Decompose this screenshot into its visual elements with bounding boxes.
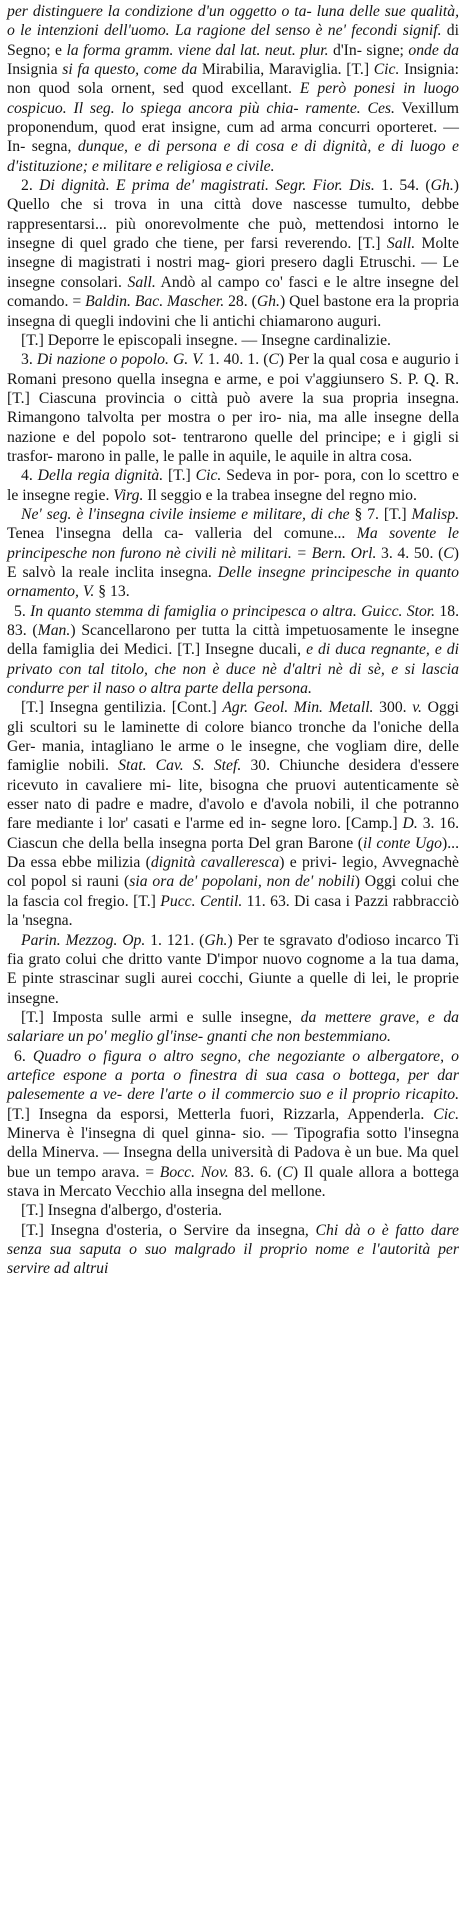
text-run: 18. 83. ( [7,602,460,639]
text-run: Sedeva in por- pora, con lo scettro e le insegne regie. [7,467,459,504]
italic-text-run: E però ponesi in luogo cospicuo. Il seg. lo spiega ancora più chia- ramente. Ces. [7,80,460,117]
text-run: Insignia [7,61,63,79]
text-run: ) Per te sgravato d'odioso incarco Ti fia grato colui che dritto vante D'impor nuovo cognome a la tua dama, E pinte strascinar sugli aurei cocchi, Giunte a quelle di lei, le proprie insegne. [7,931,459,1007]
italic-text-run: Sall. [386,235,416,253]
italic-text-run: da mettere grave, e da salariare un po' meglio gl'inse- gnanti che non bestemmiano. [7,1008,460,1046]
italic-text-run: Ma sovente le principesche non furono nè civili nè militari. = Bern. Orl. [7,525,459,562]
italic-text-run: Chi dà o è fatto dare senza sua saputa o suo malgrado il proprio nome e l'autorità per servire ad altrui [7,1221,459,1278]
italic-text-run: Stat. Cav. S. Stef. [118,757,242,775]
italic-text-run: Delle insegne principesche in quanto ornamento, V. [7,563,459,601]
italic-text-run: onde da [408,41,459,59]
text-run: § 7. [T.] [349,505,412,523]
text-run: di Segno; e [7,22,460,59]
text-run: 1. 54. ( [374,177,431,195]
italic-text-run: Di nazione o popolo. G. V. [36,351,204,369]
italic-text-run: Della regia dignità. [37,467,164,485]
text-run: Teneа l'insegna della ca- valleria del comune... [7,525,357,543]
italic-text-run: Baldin. Bac. Mascher. [85,293,225,311]
italic-text-run: In quanto stemma di famiglia o principesca o altra. Guicc. Stor. [30,602,436,620]
italic-text-run: Man. [37,622,71,639]
text-run: [T.] Deporre le episcopali insegne. — Insegne cardinalizie. [21,331,391,349]
italic-text-run: per distinguere la condizione d'un oggetto o ta- [7,3,312,20]
italic-text-run: C [443,544,454,562]
italic-text-run: Ne' seg. è l'insegna civile insieme e militare, di che [21,505,350,523]
italic-text-run: Sall. [127,273,156,291]
text-run: 28. ( [224,293,257,311]
text-run: ) Oggi colui che la fascia col fregio. [T.] [7,873,459,910]
italic-text-run: dignità cavalleresca [150,854,280,872]
entry-paragraph-osteria [7,1221,459,1279]
text-run: Insignia: non quod sola ornent, sed quod excellant. [7,61,460,98]
text-run: Minerva è l'insegna di quel ginna- sio. — Tipografia sotto l'insegna della Minerva. — Insegna della università di Padova è un bue. Ma quel bue un tempo arava. = [7,1124,459,1181]
entry-paragraph-sense-4 [7,466,459,505]
text-run: 6. [14,1047,33,1065]
text-run: 1. 40. 1. ( [203,351,269,369]
entry-paragraph-sense-6 [7,1047,459,1202]
entry-paragraph-gentilizia [7,698,459,930]
text-run: 5. [14,602,31,620]
text-run: d'In- signe; [328,41,409,59]
italic-text-run: Agr. Geol. Min. Metall. [222,699,374,717]
text-run: ) Quel bastone era la propria insegna di quegli indovini che li antichi chiamarono auguri. [7,293,460,330]
entry-paragraph-imposta [7,1008,459,1047]
italic-text-run: C [268,351,279,369]
text-run: 83. 6. ( [228,1163,283,1181]
text-run: 11. 63. Di casa i Pazzi rabbracciò la 'nsegna. [7,892,459,930]
text-run: 3. [21,351,37,369]
text-run: 2. [21,177,40,195]
entry-paragraph-sense-5 [7,602,459,699]
italic-text-run: Gh. [430,177,454,195]
text-run: [T.] Imposta sulle armi e sulle insegne, [21,1008,301,1026]
italic-text-run: Gh. [256,293,280,311]
italic-text-run: la forma gramm. viene dal lat. neut. plur. [66,41,329,59]
italic-text-run: Pucc. Centil. [160,892,243,910]
text-run: [T.] Insegna da esporsi, Metterla fuori, Rizzarla, Appenderla. [7,1105,434,1123]
entry-paragraph-sense-3 [7,350,459,466]
italic-text-run: Parin. Mezzog. Op. [21,931,146,949]
text-run: ) Quello che si trova in una città dove nascesse tumulto, debbe rappresentarsi... più onorevolmente che può, mettendosi intorno le insegne di quel grado che tiene, per farsi reverendo. [T.] [7,177,459,253]
text-run: ) Il quale allora a bottega stava in Mercato Vecchio alla insegna del mellone. [7,1163,459,1200]
text-run: Oggi gli scultori su le laminette di colore bianco tronche da l'oniche della Ger- mania, intagliano le arme o le insegne, che vogliam dire, delle famiglie nobili. [7,699,459,775]
italic-text-run: dunque, e di persona e di cosa e di dignità, e di luogo e d'istituzione; e militare e religiosa e civile. [7,138,459,175]
text-run: ) e privi- legio, Avvegnachè col popol si rauni ( [7,854,460,891]
italic-text-run: C [282,1163,293,1181]
italic-text-run: Virg. [113,486,144,504]
italic-text-run: v. [412,699,422,717]
text-run: [T.] [163,467,196,485]
text-run: Molte insegne di magistrati i nostri mag- giori presero dagli Etruschi. — Le insegne consolari. [7,235,459,291]
text-run: Vexillum proponendum, quod erat insigne, cum ad arma concurri oporteret. — In- segna, [7,99,460,156]
italic-text-run: Cic. [433,1105,459,1123]
entry-paragraph-intro [7,2,459,176]
text-run: [T.] Insegna d'osteria, o Servire da insegna, [21,1221,316,1239]
italic-text-run: Gh. [204,931,228,949]
entry-paragraph-episcopal [7,331,459,350]
italic-text-run: sia ora de' popolani, non de' nobili [129,873,355,891]
italic-text-run: Bocc. Nov. [159,1163,229,1181]
italic-text-run: e di duca regnante, e di privato con tal titolo, che non è duce nè d'altri nè di sè, e si lascia condurre per il naso o altra parte della persona. [7,641,459,698]
entry-paragraph-parini [7,931,459,1008]
text-run: )... Da essa ebbe milizia ( [7,834,459,872]
text-run: 4. [21,467,38,485]
italic-text-run: Di dignità. E prima de' magistrati. Segr. Fior. Dis. [39,177,375,195]
text-run: § 13. [94,583,130,601]
entry-paragraph-sense-2 [7,176,459,331]
text-run: 30. Chiunche desidera d'essere ricevuto in cavaliere mi- lite, bisogna che pruovi autenticamente sè esser nato di padre e madre, d'avolo e d'avola nobili, il che potranno fare mediante i lor' casati e l'arme ed in- segne loro. [Camp.] [7,757,459,833]
text-run: ) E salvò la reale inclita insegna. [7,544,459,581]
text-run: 3. 4. 50. ( [376,544,444,562]
italic-text-run: luna delle sue qualità, o le intenzioni dell'uomo. [7,3,459,40]
italic-text-run: il conte Ugo [363,834,442,852]
text-run: ) Scancellarono per tutta la città impetuosamente le insegne della famiglia dei Medici. [T.] Insegne ducali, [7,622,459,659]
italic-text-run: Malisp. [411,505,459,523]
italic-text-run: si fa questo, come da [62,61,198,79]
text-run: [T.] Insegna gentilizia. [Cont.] [21,699,223,717]
italic-text-run: D. [402,815,418,833]
text-run: 3. 16. Ciascun che della bella insegna porta Del gran Barone ( [7,815,459,852]
text-run: Mirabilia, Maraviglia. [T.] [197,61,374,79]
italic-text-run: La ragione del senso è ne' fecondi signif. [169,22,442,40]
italic-text-run: Cic. [373,61,400,79]
text-run: ) Per la qual cosa e augurio i Romani presono quella insegna e arme, e poi v'aggiunsero S. P. Q. R. [T.] Ciascuna provincia o città può avere la sua propria insegna. Rimangono talvolta per mostra o per iro- nia, ma alle insegne della nazione e del popolo sot- tentrarono quelle del principe; e i gigli si trasfor- marono in palle, le palle in aquile, le aquile in altra cosa. [7,351,459,465]
italic-text-run: Cic. [195,467,222,485]
text-run: Andò al campo co' fasci e le altre insegne del comando. = [7,273,459,311]
text-run: 300. [373,699,413,717]
text-run: Il seggio e la trabea insegne del regno mio. [143,486,417,504]
text-run: 1. 121. ( [145,931,205,949]
entry-paragraph-albergo [7,1201,459,1220]
italic-text-run: Quadro o figura o altro segno, che negoziante o albergatore, o artefice espone a porta o finestra di sua casa o bottega, per dar palesemente a ve- dere l'arte o il commercio suo e il proprio ricapito. [7,1047,460,1104]
entry-paragraph-civil-military [7,505,459,602]
text-run: [T.] Insegna d'albergo, d'osteria. [21,1202,223,1220]
